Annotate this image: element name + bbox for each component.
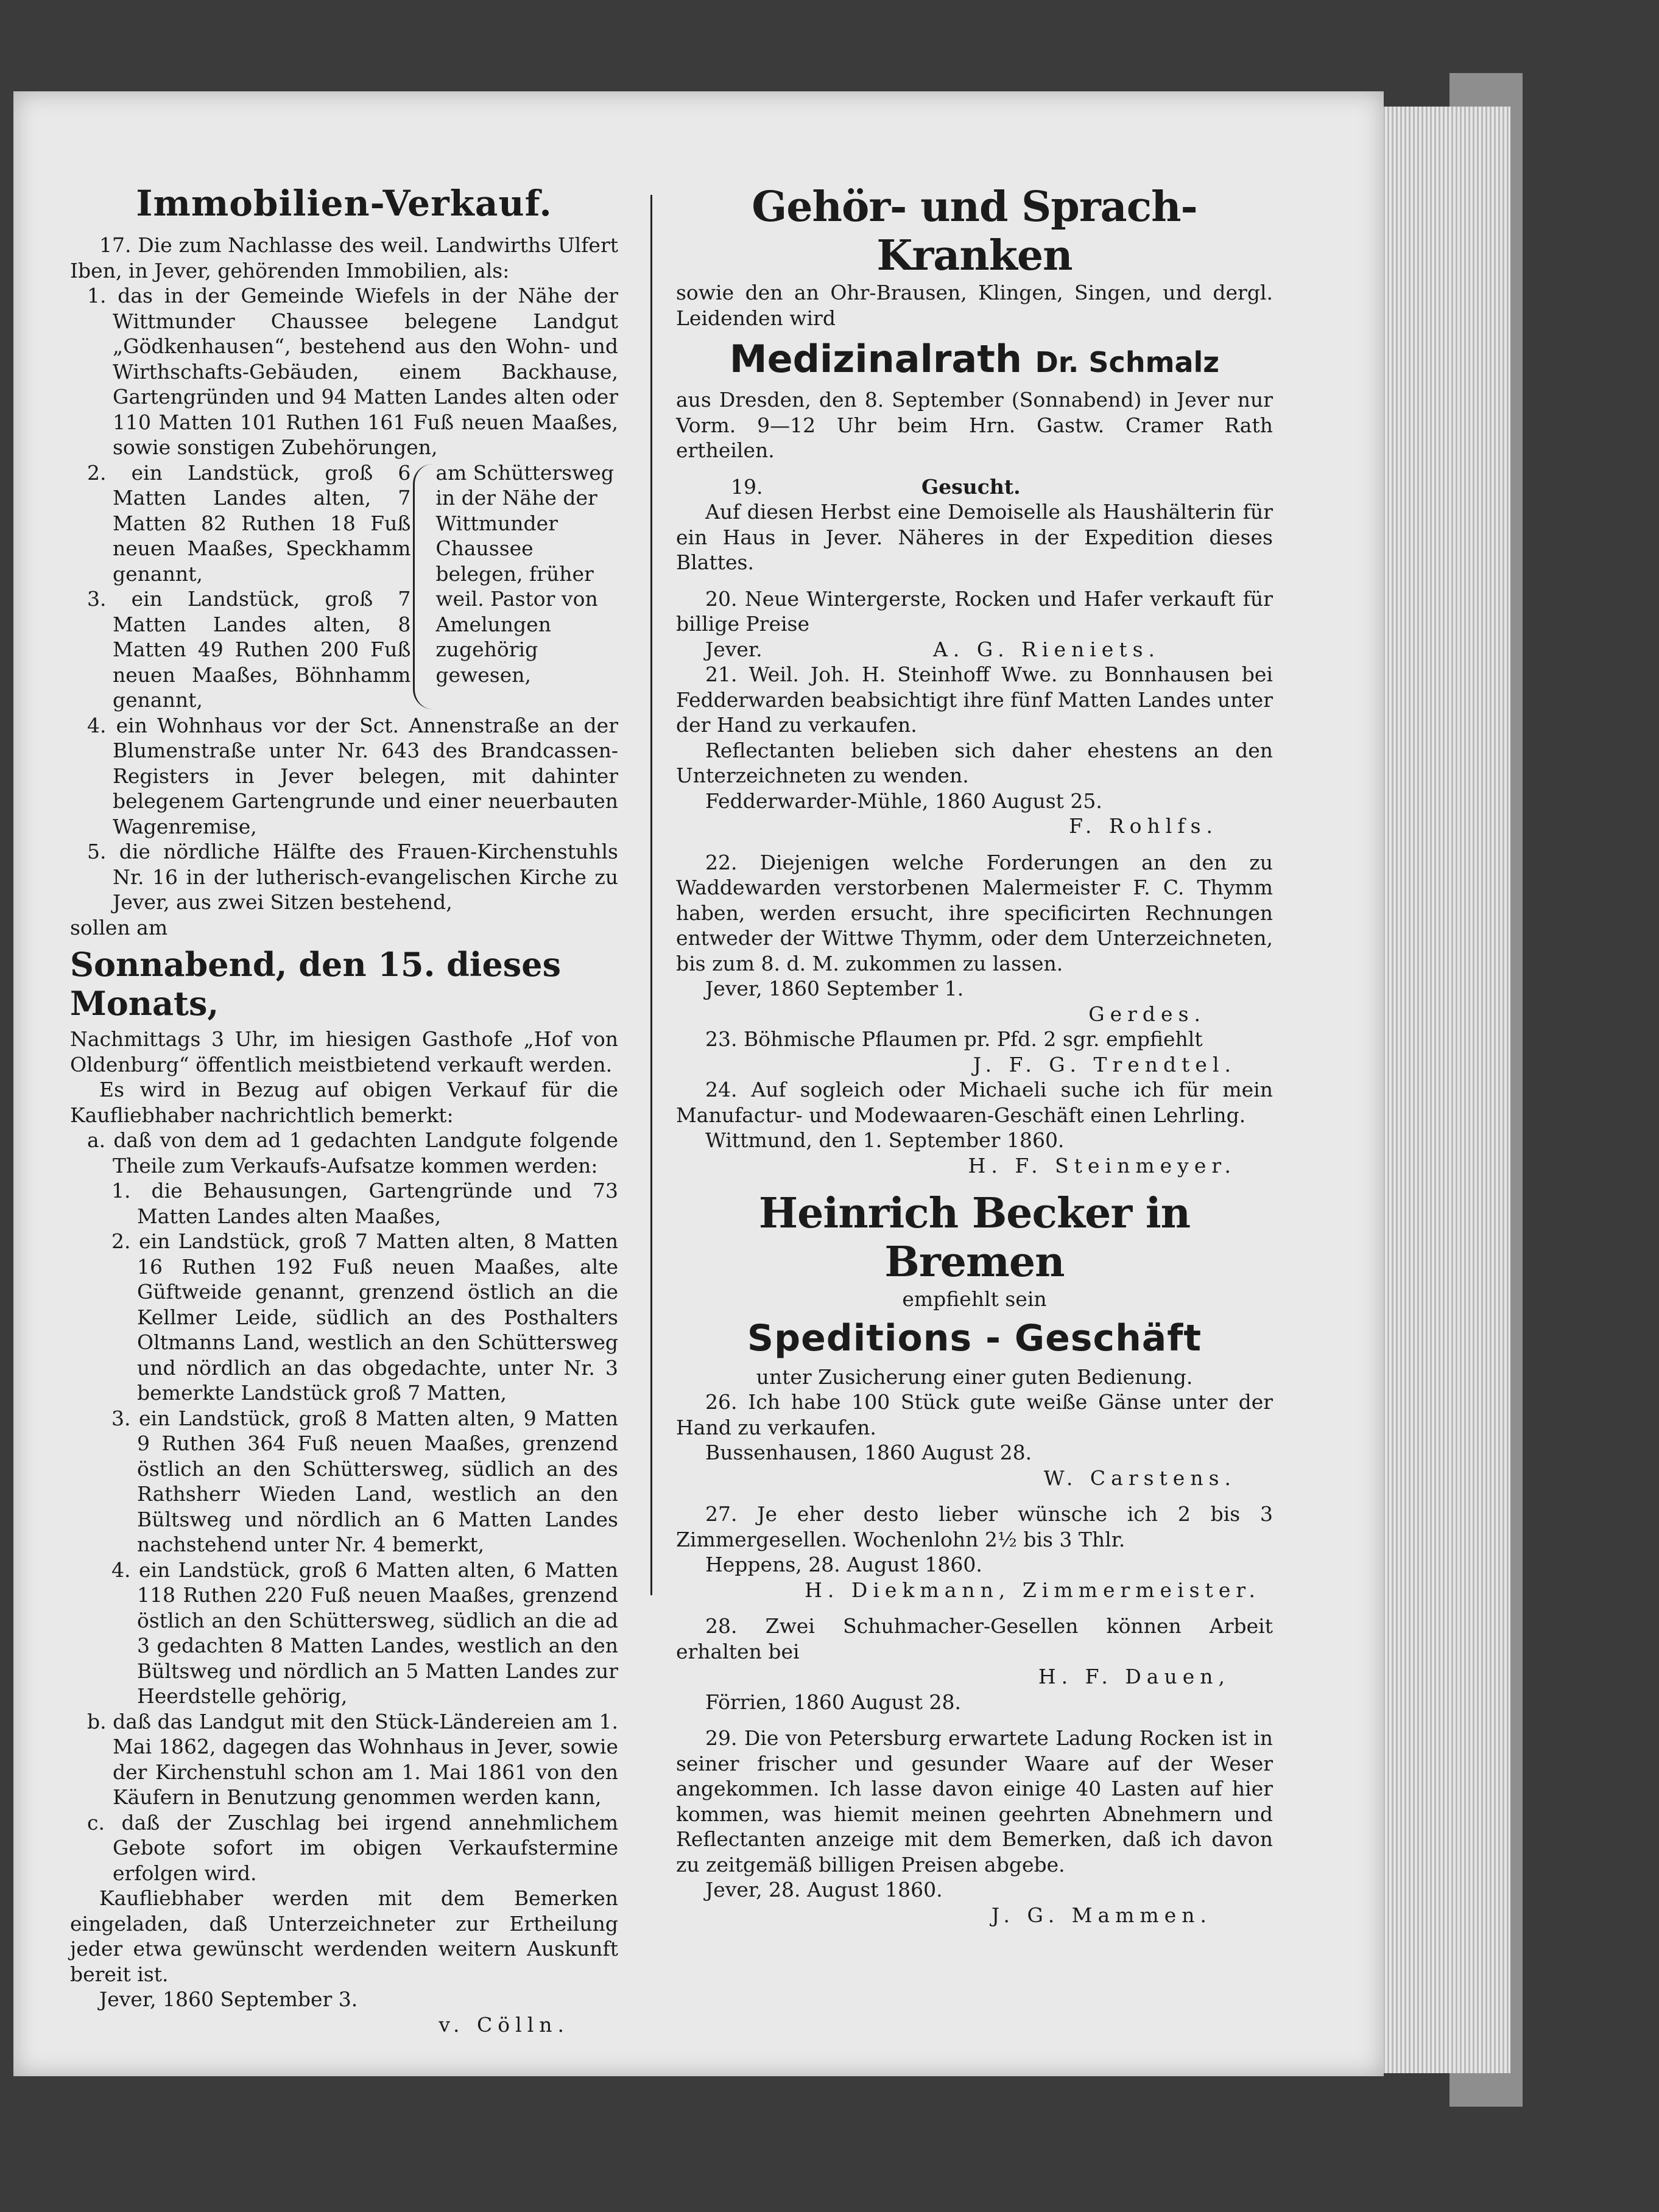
item-1: 1. das in der Gemeinde Wiefels in der Nähe der Wittmunder Chaussee belegene Landgut „Gödkenhausen“, bestehend aus den Wohn- und Wirthschafts-Gebäuden, einem Backhause, Gartengründen und 94 Matten Landes alten oder 110 Matten 101 Ruthen 161 Fuß neuen Maaßes, sowie sonstigen Zubehörungen, [87, 284, 618, 459]
sale-text: Nachmittags 3 Uhr, im hiesigen Gasthofe „Hof von Oldenburg“ öffentlich meistbietend verkauft werden. [70, 1027, 618, 1076]
notice-20-text: 20. Neue Wintergerste, Rocken und Hafer verkauft für billige Preise [676, 586, 1273, 636]
ad-doctor-name-surname: Dr. Schmalz [1035, 346, 1220, 379]
note-b: b. daß das Landgut mit den Stück-Ländereien am 1. Mai 1862, dagegen das Wohnhaus in Jever, sowie der Kirchenstuhl schon am 1. Mai 1861 von den Käufern in Benutzung genommen werden kann, [87, 1709, 618, 1809]
notice-20-place: Jever. [705, 637, 763, 661]
right-column [676, 183, 1273, 1928]
notice-26-signature: W. Carstens. [1043, 1466, 1236, 1490]
item-4: 4. ein Wohnhaus vor der Sct. Annenstraße an der Blumenstraße unter Nr. 643 des Brandcassen-Registers in Jever belegen, mit dahinter belegenem Gartengrunde und einer neuerbauten Wagenremise, [87, 713, 618, 838]
closing-text: Kaufliebhaber werden mit dem Bemerken eingeladen, daß Unterzeichneter zur Ertheilung jeder etwa gewünscht werdenden weitern Auskunft bereit ist. [70, 1886, 618, 1986]
notice-20-footer [676, 637, 1273, 662]
notice-26-text: 26. Ich habe 100 Stück gute weiße Gänse unter der Hand zu verkaufen. [676, 1390, 1273, 1439]
notice-26-place: Bussenhausen, 1860 August 28. [705, 1441, 1032, 1464]
notice-21-text: 21. Weil. Joh. H. Steinhoff Wwe. zu Bonnhausen bei Fedderwarden beabsichtigt ihre fünf Matten Landes unter der Hand zu verkaufen. [676, 662, 1273, 737]
ad-hearing-title: Gehör- und Sprach-Kranken [752, 183, 1197, 280]
notice-28-place: Förrien, 1860 August 28. [705, 1690, 961, 1714]
ad-doctor-name-title: Medizinalrath [729, 337, 1023, 381]
note-a3: 3. ein Landstück, groß 8 Matten alten, 9 Matten 9 Ruthen 364 Fuß neuen Maaßes, grenzend östlich an den Schüttersweg, südlich an des Rathsherr Wieden Land, westlich an den Bültsweg und nördlich an 6 Matten Landes nachstehend unter Nr. 4 bemerkt, [111, 1406, 618, 1556]
notice-24-text: 24. Auf sogleich oder Michaeli suche ich für mein Manufactur- und Modewaaren-Geschäft einen Lehrling. [676, 1078, 1273, 1127]
notice-27-signature: H. Diekmann, Zimmermeister. [805, 1578, 1261, 1602]
item-2: 2. ein Landstück, groß 6 Matten Landes alten, 7 Matten 82 Ruthen 18 Fuß neuen Maaßes, Speckhamm genannt, [87, 460, 411, 586]
notice-20-signature: A. G. Rieniets. [933, 637, 1161, 661]
note-a: a. daß von dem ad 1 gedachten Landgute folgende Theile zum Verkaufs-Aufsatze kommen werden: [87, 1128, 618, 1178]
notice-21-text2: Reflectanten belieben sich daher ehestens an den Unterzeichneten zu wenden. [676, 738, 1273, 787]
notice-22-signature: Gerdes. [1088, 1002, 1206, 1026]
note-a1: 1. die Behausungen, Gartengründe und 73 Matten Landes alten Maaßes, [111, 1179, 618, 1228]
brace-symbol [413, 464, 433, 709]
notice-19-header [676, 474, 1273, 500]
left-place-date: Jever, 1860 September 3. [99, 1987, 358, 2011]
brace-group [70, 460, 618, 713]
notice-28-text: 28. Zwei Schuhmacher-Gesellen können Arbeit erhalten bei [676, 1614, 1273, 1663]
sollen-text: sollen am [70, 915, 168, 939]
ad-doctor-name [676, 337, 1273, 381]
note-c: c. daß der Zuschlag bei irgend annehmlichem Gebote sofort im obigen Verkaufstermine erfolgen wird. [87, 1810, 618, 1885]
notice-21-signature: F. Rohlfs. [1069, 814, 1218, 838]
ad-becker-text2: unter Zusicherung einer guten Bedienung. [756, 1364, 1193, 1389]
left-column [70, 183, 618, 2037]
notice-24-signature: H. F. Steinmeyer. [968, 1153, 1236, 1178]
notice-19-head: Gesucht. [921, 474, 1021, 499]
notice-23-text: 23. Böhmische Pflaumen pr. Pfd. 2 sgr. empfiehlt [705, 1027, 1203, 1051]
notice-19-number: 19. [731, 474, 763, 499]
ad-becker-business: Speditions - Geschäft [747, 1316, 1202, 1360]
ad-becker-title: Heinrich Becker in Bremen [758, 1189, 1191, 1287]
notice-23-signature: J. F. G. Trendtel. [973, 1052, 1236, 1076]
ad-hearing-text2: aus Dresden, den 8. September (Sonnabend) in Jever nur Vorm. 9—12 Uhr beim Hrn. Gastw. Cramer Rath ertheilen. [676, 388, 1273, 462]
notice-29-place: Jever, 28. August 1860. [705, 1878, 943, 1901]
brace-note: am Schüttersweg in der Nähe der Wittmunder Chaussee belegen, früher weil. Pastor von Amelungen zugehörig gewesen, [435, 460, 615, 687]
notice-21-place: Fedderwarder-Mühle, 1860 August 25. [705, 788, 1102, 813]
ad-hearing-text: sowie den an Ohr-Brausen, Klingen, Singen, und dergl. Leidenden wird [676, 281, 1273, 330]
notice-24-place: Wittmund, den 1. September 1860. [705, 1128, 1065, 1152]
note-a2: 2. ein Landstück, groß 7 Matten alten, 8 Matten 16 Ruthen 192 Fuß neuen Maaßes, alte Güftweide genannt, grenzend östlich an die Kellmer Leide, südlich an des Posthalters Oltmanns Land, westlich an den Schüttersweg und nördlich an das obgedachte, unter Nr. 3 bemerkte Landstück groß 7 Matten, [111, 1229, 618, 1405]
notice-29-signature: J. G. Mammen. [991, 1903, 1212, 1927]
left-title: Immobilien-Verkauf. [136, 183, 552, 224]
sale-date-heading: Sonnabend, den 15. dieses Monats, [70, 945, 561, 1023]
page-edges [1370, 107, 1510, 2073]
notice-27-place: Heppens, 28. August 1860. [705, 1553, 982, 1576]
item-3: 3. ein Landstück, groß 7 Matten Landes alten, 8 Matten 49 Ruthen 200 Fuß neuen Maaßes, Böhnhamm genannt, [87, 587, 411, 712]
item-5: 5. die nördliche Hälfte des Frauen-Kirchenstuhls Nr. 16 in der lutherisch-evangelischen Kirche zu Jever, aus zwei Sitzen bestehend, [87, 840, 618, 914]
note-a4: 4. ein Landstück, groß 6 Matten alten, 6 Matten 118 Ruthen 220 Fuß neuen Maaßes, grenzend östlich an den Schüttersweg, südlich an die ad 3 gedachten 8 Matten Landes, westlich an den Bültsweg und nördlich an 5 Matten Landes zur Heerdstelle gehörig, [111, 1557, 618, 1708]
column-divider [650, 195, 652, 1595]
ad-becker-text: empfiehlt sein [902, 1287, 1047, 1311]
notice-28-signature: H. F. Dauen, [1038, 1665, 1230, 1688]
notice-29-text: 29. Die von Petersburg erwartete Ladung Rocken ist in seiner frischer und gesunder Waare auf der Weser angekommen. Ich lasse davon einige 40 Lasten auf hier kommen, was hiemit meinen geehrten Abnehmern und Reflectanten anzeige mit dem Bemerken, daß ich davon zu zeitgemäß billigen Preisen abgebe. [676, 1726, 1273, 1877]
notice-22-place: Jever, 1860 September 1. [705, 977, 964, 1000]
notice-27-text: 27. Je eher desto lieber wünsche ich 2 bis 3 Zimmergesellen. Wochenlohn 2½ bis 3 Thlr. [676, 1502, 1273, 1551]
intro-text: 17. Die zum Nachlasse des weil. Landwirths Ulfert Iben, in Jever, gehörenden Immobilien, als: [70, 233, 618, 283]
notice-22-text: 22. Diejenigen welche Forderungen an den zu Waddewarden verstorbenen Malermeister F. C. Thymm haben, werden ersucht, ihre specificirten Rechnungen entweder der Wittwe Thymm, oder dem Unterzeichneten, bis zum 8. d. M. zukommen zu lassen. [676, 850, 1273, 975]
notice-19-text: Auf diesen Herbst eine Demoiselle als Haushälterin für ein Haus in Jever. Näheres in der Expedition dieses Blattes. [676, 500, 1273, 574]
brace-items [70, 460, 410, 713]
left-signature: v. Cölln. [439, 2012, 569, 2037]
notice-text: Es wird in Bezug auf obigen Verkauf für die Kaufliebhaber nachrichtlich bemerkt: [70, 1078, 618, 1127]
